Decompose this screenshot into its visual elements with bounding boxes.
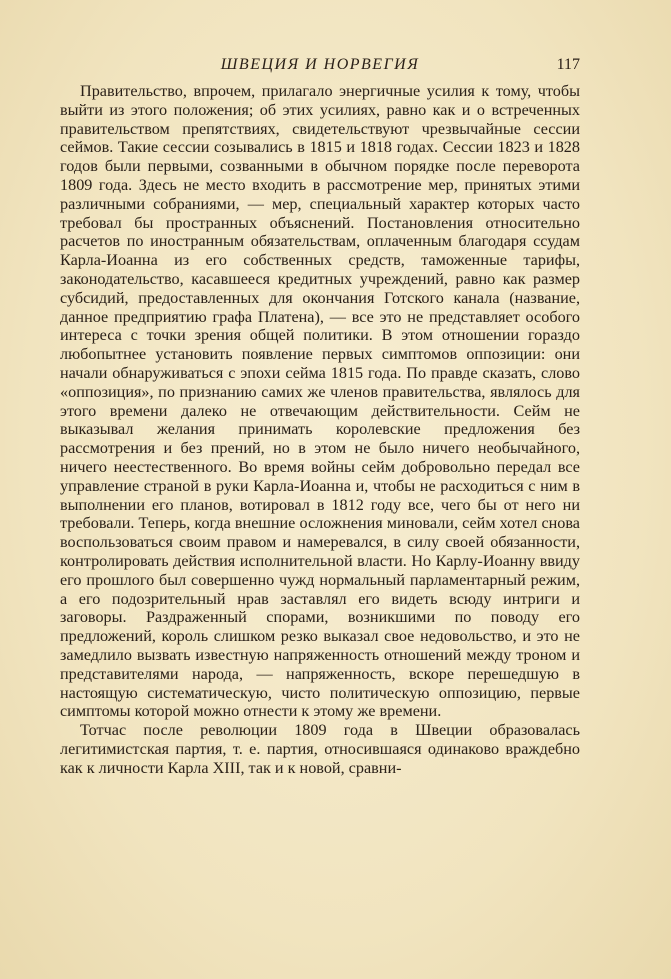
page-number: 117 — [556, 56, 580, 73]
page-body — [60, 82, 580, 777]
paragraph: Правительство, впрочем, прилагало энергичные усилия к тому, чтобы выйти из этого положения; об этих усилиях, равно как и о встреченных правительством препятствиях, свидетельствуют чрезвычайные сессии сеймов. Такие сессии созывались в 1815 и 1818 годах. Сессии 1823 и 1828 годов были первыми, созванными в обычном порядке после переворота 1809 года. Здесь не место входить в рассмотрение мер, принятых этими различными собраниями, — мер, специальный характер которых часто требовал бы пространных объяснений. Постановления относительно расчетов по иностранным обязательствам, оплаченным благодаря ссудам Карла-Иоанна из его собственных средств, таможенные тарифы, законодательство, касавшееся кредитных учреждений, равно как размер субсидий, предоставленных для окончания Готского канала (название, данное предприятию графа Платена), — все это не представляет особого интереса с точки зрения общей политики. В этом отношении гораздо любопытнее установить появление первых симптомов оппозиции: они начали обнаруживаться с эпохи сейма 1815 года. По правде сказать, слово «оппозиция», по признанию самих же членов правительства, являлось для этого времени далеко не отвечающим действительности. Сейм не выказывал желания принимать королевские предложения без рассмотрения и без прений, но в этом не было ничего необычайного, ничего неестественного. Во время войны сейм добровольно передал все управление страной в руки Карла-Иоанна и, чтобы не расходиться с ним в выполнении его планов, вотировал в 1812 году все, чего бы от него ни требовали. Теперь, когда внешние осложнения миновали, сейм хотел снова воспользоваться своим правом и намеревался, в силу своей обязанности, контролировать действия исполнительной власти. Но Карлу-Иоанну ввиду его прошлого был совершенно чужд нормальный парламентарный режим, а его подозрительный нрав заставлял его видеть всюду интриги и заговоры. Раздраженный спорами, возникшими по поводу его предложений, король слишком резко выказал свое недовольство, и это не замедлило вызвать известную напряженность отношений между троном и представителями народа, — напряженность, вскоре перешедшую в настоящую систематическую, чисто политическую оппозицию, первые симптомы которой можно отнести к этому же времени. — [60, 82, 580, 721]
page-header — [60, 56, 580, 82]
paragraph: Тотчас после революции 1809 года в Швеции образовалась легитимистская партия, т. е. партия, относившаяся одинаково враждебно как к личности Карла XIII, так и к новой, сравни- — [60, 721, 580, 777]
book-page — [60, 56, 580, 777]
running-title: ШВЕЦИЯ И НОРВЕГИЯ — [220, 56, 420, 73]
